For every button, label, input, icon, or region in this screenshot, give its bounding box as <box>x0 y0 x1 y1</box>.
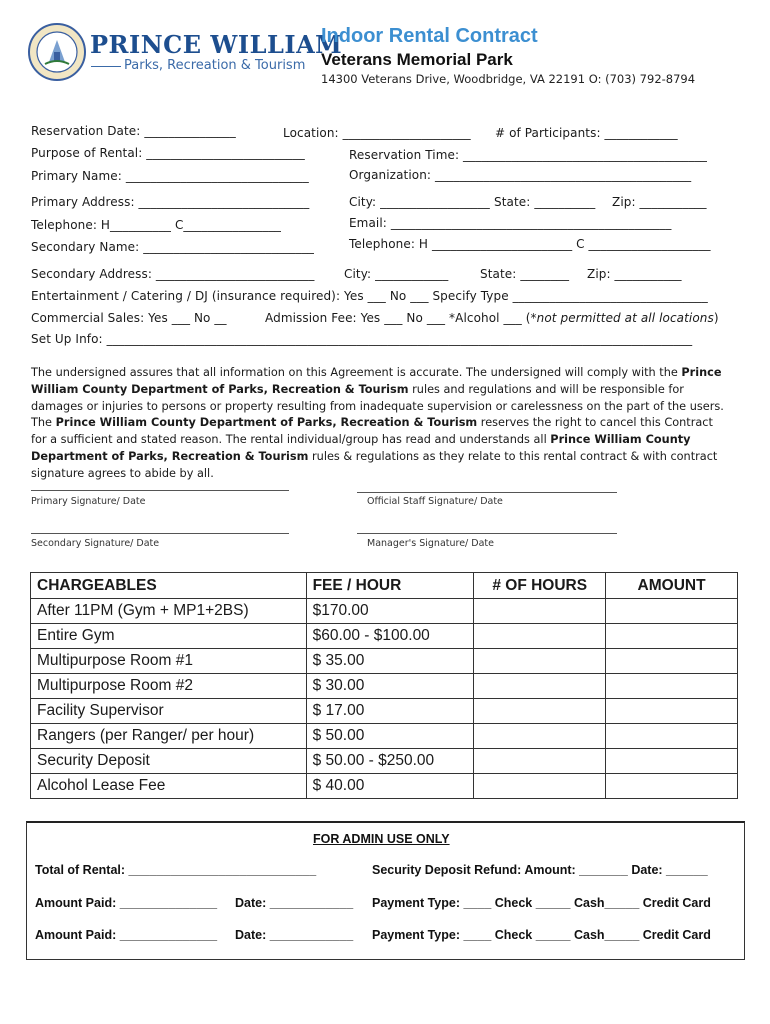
agreement-dept-1: Prince William County Department of Parks, Recreation & Tourism <box>31 366 722 396</box>
zip-field[interactable]: Zip: ___________ <box>612 195 707 209</box>
secondary-name-field[interactable]: Secondary Name: ____________________________ <box>31 240 315 254</box>
city-field[interactable]: City: __________________ <box>349 195 490 209</box>
agreement-paragraph <box>31 365 731 483</box>
amount-paid-field-1[interactable]: Amount Paid: ______________ <box>35 896 218 910</box>
amount-cell[interactable] <box>606 674 738 699</box>
charge-fee: $ 35.00 <box>306 649 474 674</box>
deposit-refund-field[interactable]: Security Deposit Refund: Amount: _______ Date: ______ <box>372 863 708 877</box>
secondary-signature-label: Secondary Signature/ Date <box>31 538 160 549</box>
payment-type-field-2[interactable]: Payment Type: ____ Check _____ Cash_____ Credit Card <box>372 928 711 942</box>
amount-paid-field-2[interactable]: Amount Paid: ______________ <box>35 928 218 942</box>
secondary-signature-line[interactable] <box>31 533 289 534</box>
payment-type-field-1[interactable]: Payment Type: ____ Check _____ Cash_____ Credit Card <box>372 896 711 910</box>
charge-fee: $ 50.00 - $250.00 <box>306 749 474 774</box>
amount-cell[interactable] <box>606 624 738 649</box>
charge-item: Multipurpose Room #2 <box>31 674 307 699</box>
purpose-field[interactable]: Purpose of Rental: __________________________ <box>31 146 305 160</box>
charge-item: Multipurpose Room #1 <box>31 649 307 674</box>
table-row <box>31 599 738 624</box>
agreement-text-3: reserves the right to cancel this Contract for a sufficient and stated reason. The rental individual/group has read and understands all <box>31 416 713 447</box>
charge-fee: $ 50.00 <box>306 724 474 749</box>
payment-date-field-1[interactable]: Date: ____________ <box>235 896 354 910</box>
email-field[interactable]: Email: ______________________________________________ <box>349 216 672 230</box>
organization-field[interactable]: Organization: __________________________________________ <box>349 168 692 182</box>
payment-date-field-2[interactable]: Date: ____________ <box>235 928 354 942</box>
participants-field[interactable]: # of Participants: ____________ <box>495 126 678 140</box>
amount-cell[interactable] <box>606 699 738 724</box>
primary-name-field[interactable]: Primary Name: ______________________________ <box>31 169 309 183</box>
amount-cell[interactable] <box>606 649 738 674</box>
telephone-field[interactable]: Telephone: H__________ C________________ <box>31 218 282 232</box>
official-signature-label: Official Staff Signature/ Date <box>367 496 503 507</box>
table-row <box>31 724 738 749</box>
primary-address-field[interactable]: Primary Address: ____________________________ <box>31 195 310 209</box>
agreement-text-1: The undersigned assures that all information on this Agreement is accurate. The undersigned will comply with the <box>31 366 682 379</box>
entertainment-field[interactable]: Entertainment / Catering / DJ (insurance required): Yes ___ No ___ Specify Type ________________________________ <box>31 289 708 303</box>
charge-item: Entire Gym <box>31 624 307 649</box>
tagline-rule <box>91 66 121 67</box>
table-header-row <box>31 573 738 599</box>
agreement-text-4: rules & regulations as they relate to this rental contract & with contract signature agrees to abide by all. <box>31 449 718 480</box>
location-field[interactable]: Location: _____________________ <box>283 126 471 140</box>
amount-cell[interactable] <box>606 724 738 749</box>
reservation-time-field[interactable]: Reservation Time: ________________________________________ <box>349 148 708 162</box>
official-signature-line[interactable] <box>357 492 617 493</box>
hours-cell[interactable] <box>474 774 606 799</box>
admin-use-box <box>26 821 745 960</box>
table-row <box>31 699 738 724</box>
admin-title: FOR ADMIN USE ONLY <box>313 832 450 846</box>
charge-item: Rangers (per Ranger/ per hour) <box>31 724 307 749</box>
charge-fee: $ 40.00 <box>306 774 474 799</box>
hours-cell[interactable] <box>474 649 606 674</box>
zip2-field[interactable]: Zip: ___________ <box>587 267 682 281</box>
charge-fee: $170.00 <box>306 599 474 624</box>
secondary-address-field[interactable]: Secondary Address: __________________________ <box>31 267 315 281</box>
brand-name: PRINCE WILLIAM <box>90 30 343 59</box>
col-header-hours: # OF HOURS <box>474 573 606 599</box>
charge-fee: $ 30.00 <box>306 674 474 699</box>
total-rental-field[interactable]: Total of Rental: ___________________________ <box>35 863 317 877</box>
alcohol-note-close: ) <box>713 311 719 325</box>
charge-fee: $60.00 - $100.00 <box>306 624 474 649</box>
alcohol-note: *not permitted at all locations <box>530 311 714 325</box>
agreement-dept-3: Prince William County Department of Parks, Recreation & Tourism <box>31 433 691 463</box>
charge-item: Security Deposit <box>31 749 307 774</box>
city2-field[interactable]: City: ____________ <box>344 267 449 281</box>
state-field[interactable]: State: __________ <box>494 195 596 209</box>
park-name: Veterans Memorial Park <box>321 50 513 69</box>
commercial-sales-field[interactable]: Commercial Sales: Yes ___ No __ <box>31 311 227 325</box>
county-seal-icon <box>27 22 87 82</box>
agreement-text-2: rules and regulations and will be responsible for damages or injuries to persons or property resulting from inadequate supervision or carelessness on the part of the users. The <box>31 382 724 430</box>
table-row <box>31 749 738 774</box>
primary-signature-label: Primary Signature/ Date <box>31 496 146 507</box>
hours-cell[interactable] <box>474 674 606 699</box>
brand-tagline: Parks, Recreation & Tourism <box>124 58 306 73</box>
charge-item: Facility Supervisor <box>31 699 307 724</box>
state2-field[interactable]: State: ________ <box>480 267 570 281</box>
hours-cell[interactable] <box>474 749 606 774</box>
reservation-date-field[interactable]: Reservation Date: _______________ <box>31 124 236 138</box>
manager-signature-label: Manager's Signature/ Date <box>367 538 494 549</box>
setup-info-field[interactable]: Set Up Info: ________________________________________________________________________________________________ <box>31 332 693 346</box>
hours-cell[interactable] <box>474 699 606 724</box>
amount-cell[interactable] <box>606 774 738 799</box>
primary-signature-line[interactable] <box>31 490 289 491</box>
amount-cell[interactable] <box>606 599 738 624</box>
charge-item: After 11PM (Gym + MP1+2BS) <box>31 599 307 624</box>
agreement-dept-2: Prince William County Department of Parks, Recreation & Tourism <box>55 416 478 430</box>
telephone2-field[interactable]: Telephone: H _______________________ C ____________________ <box>349 237 711 251</box>
col-header-fee: FEE / HOUR <box>306 573 474 599</box>
hours-cell[interactable] <box>474 599 606 624</box>
amount-cell[interactable] <box>606 749 738 774</box>
table-row <box>31 649 738 674</box>
hours-cell[interactable] <box>474 624 606 649</box>
hours-cell[interactable] <box>474 724 606 749</box>
col-header-chargeables: CHARGEABLES <box>31 573 307 599</box>
col-header-amount: AMOUNT <box>606 573 738 599</box>
table-row <box>31 624 738 649</box>
contract-title: Indoor Rental Contract <box>321 25 538 47</box>
admission-alcohol-field[interactable] <box>265 311 719 325</box>
park-address: 14300 Veterans Drive, Woodbridge, VA 22191 O: (703) 792-8794 <box>321 72 696 86</box>
admission-alcohol-label: Admission Fee: Yes ___ No ___ *Alcohol ___ ( <box>265 311 531 325</box>
table-row <box>31 674 738 699</box>
charge-fee: $ 17.00 <box>306 699 474 724</box>
table-row <box>31 774 738 799</box>
manager-signature-line[interactable] <box>357 533 617 534</box>
charge-item: Alcohol Lease Fee <box>31 774 307 799</box>
chargeables-table <box>30 572 738 799</box>
